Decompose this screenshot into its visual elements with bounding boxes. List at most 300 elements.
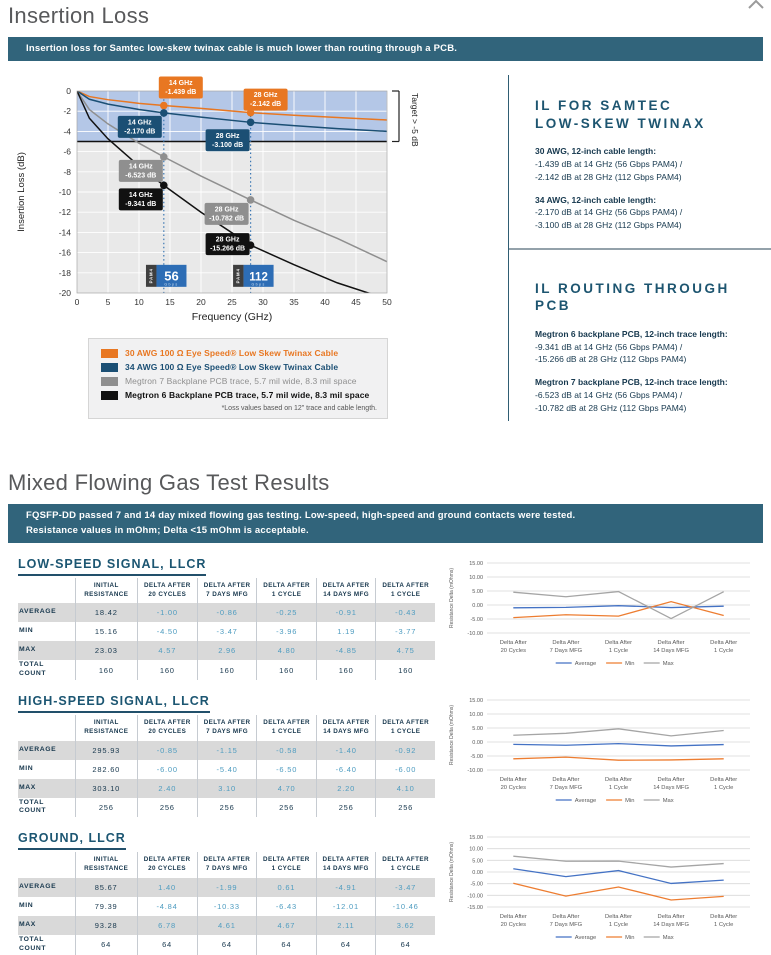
svg-text:10.00: 10.00 xyxy=(469,846,483,853)
panel-heading-twinax: IL FOR SAMTEC LOW-SKEW TWINAX xyxy=(535,98,706,131)
table-cell: 256 xyxy=(316,798,376,818)
mfg-row-ground xyxy=(18,829,763,954)
svg-text:7 Days MFG: 7 Days MFG xyxy=(549,647,583,654)
corner-resize-icon xyxy=(747,0,765,14)
svg-text:15.00: 15.00 xyxy=(469,835,483,842)
svg-text:Average: Average xyxy=(574,660,597,667)
table-cell: -6.00 xyxy=(376,760,435,779)
info-block-line: -2.142 dB at 28 GHz (112 Gbps PAM4) xyxy=(535,171,682,182)
info-block-title: 34 AWG, 12-inch cable length: xyxy=(535,194,657,205)
il-banner-text: Insertion loss for Samtec low-skew twinax cable is much lower than routing through a PCB. xyxy=(26,43,458,54)
pam4-badge xyxy=(146,265,187,287)
svg-text:Delta After: Delta After xyxy=(499,777,527,784)
svg-text:Delta After: Delta After xyxy=(710,914,738,921)
table-cell: 4.57 xyxy=(137,641,197,660)
column-header: DELTA AFTER 14 DAYS MFG xyxy=(316,578,376,604)
table-title: GROUND, LLCR xyxy=(18,831,126,850)
table-cell: 256 xyxy=(137,798,197,818)
table-cell: -6.40 xyxy=(316,760,376,779)
table-cell: 160 xyxy=(257,660,317,680)
table-corner-cell xyxy=(18,715,75,741)
row-label: MIN xyxy=(19,627,34,635)
table-cell: 256 xyxy=(75,798,137,818)
table-title: LOW-SPEED SIGNAL, LLCR xyxy=(18,557,206,576)
table-row xyxy=(18,897,435,916)
svg-text:28 GHz: 28 GHz xyxy=(253,92,278,100)
svg-text:-10.00: -10.00 xyxy=(467,893,483,900)
column-header: DELTA AFTER 14 DAYS MFG xyxy=(316,715,376,741)
row-label: MAX xyxy=(18,779,75,798)
svg-text:-2.170 dB: -2.170 dB xyxy=(124,128,156,136)
table-cell: 2.20 xyxy=(316,779,376,798)
svg-text:Delta After: Delta After xyxy=(552,914,580,921)
svg-text:Delta After: Delta After xyxy=(552,639,580,646)
svg-text:-10: -10 xyxy=(58,187,71,198)
svg-text:0: 0 xyxy=(66,86,71,97)
legend-item xyxy=(101,348,377,358)
table-row xyxy=(18,622,435,641)
svg-text:Min: Min xyxy=(625,660,635,667)
table-cell: 4.75 xyxy=(376,641,435,660)
page-title: Insertion Loss xyxy=(8,3,150,28)
table-cell: -10.33 xyxy=(197,897,257,916)
series-line-max xyxy=(513,729,723,736)
info-block-line: -15.266 dB at 28 GHz (112 Gbps PAM4) xyxy=(535,354,687,365)
svg-text:-5.00: -5.00 xyxy=(470,754,483,761)
svg-text:5.00: 5.00 xyxy=(472,858,483,865)
table-cell: -1.15 xyxy=(197,741,257,760)
legend-item xyxy=(101,376,377,386)
svg-text:45: 45 xyxy=(351,297,361,308)
svg-text:-12: -12 xyxy=(58,207,71,218)
svg-text:-9.341 dB: -9.341 dB xyxy=(125,201,157,209)
il-chart-svg xyxy=(8,71,500,329)
svg-text:-16: -16 xyxy=(58,247,71,258)
table-corner-cell xyxy=(18,852,75,878)
table-cell: 160 xyxy=(75,660,137,680)
svg-text:Gbps: Gbps xyxy=(164,282,179,287)
svg-text:-2: -2 xyxy=(63,106,71,117)
svg-text:-4: -4 xyxy=(63,126,71,137)
svg-text:10: 10 xyxy=(134,297,144,308)
info-block xyxy=(535,376,763,414)
svg-text:30: 30 xyxy=(258,297,268,308)
svg-text:20 Cycles: 20 Cycles xyxy=(500,785,527,792)
table-cell: -6.00 xyxy=(137,760,197,779)
table-title: HIGH-SPEED SIGNAL, LLCR xyxy=(18,694,210,713)
row-label: MIN xyxy=(19,902,34,910)
column-header: DELTA AFTER 14 DAYS MFG xyxy=(316,852,376,878)
svg-text:Delta After: Delta After xyxy=(499,914,527,921)
svg-text:0: 0 xyxy=(74,297,80,308)
info-block-line: -1.439 dB at 14 GHz (56 Gbps PAM4) / xyxy=(535,159,683,170)
svg-text:-14: -14 xyxy=(58,227,71,238)
svg-text:15.00: 15.00 xyxy=(469,560,483,567)
legend-label: Megtron 6 Backplane PCB trace, 5.7 mil wide, 8.3 mil space xyxy=(125,390,370,401)
panel-heading-pcb: IL ROUTING THROUGH PCB xyxy=(535,280,730,314)
info-block xyxy=(535,145,763,183)
info-block-line: -9.341 dB at 14 GHz (56 Gbps PAM4) / xyxy=(535,341,683,352)
table-row xyxy=(18,779,435,798)
table-cell: -4.50 xyxy=(137,622,197,641)
info-block-title: 30 AWG, 12-inch cable length: xyxy=(535,146,657,157)
chart-legend xyxy=(88,338,388,419)
info-block xyxy=(535,194,763,232)
table-row xyxy=(18,916,435,935)
svg-text:-8: -8 xyxy=(63,167,71,178)
svg-text:Gbps: Gbps xyxy=(251,282,266,287)
row-label: AVERAGE xyxy=(18,741,75,760)
svg-text:15: 15 xyxy=(165,297,175,308)
column-header: DELTA AFTER 1 CYCLE xyxy=(376,852,435,878)
info-block-line: -10.782 dB at 28 GHz (112 Gbps PAM4) xyxy=(535,402,687,413)
table-cell: 303.10 xyxy=(75,779,137,798)
svg-text:Delta After: Delta After xyxy=(710,639,738,646)
table-cell: 160 xyxy=(197,660,257,680)
section-title-mfg: Mixed Flowing Gas Test Results xyxy=(8,470,330,496)
row-label: AVERAGE xyxy=(18,603,75,622)
column-header: INITIAL RESISTANCE xyxy=(75,852,137,878)
mfg-row-high-speed xyxy=(18,692,763,817)
table-cell: 256 xyxy=(197,798,257,818)
svg-text:1 Cycle: 1 Cycle xyxy=(714,785,734,792)
column-header: DELTA AFTER 1 CYCLE xyxy=(376,715,435,741)
svg-text:-5.00: -5.00 xyxy=(470,616,483,623)
target-label: Target > -5 dB xyxy=(410,93,420,147)
mfg-banner-line1: FQSFP-DD passed 7 and 14 day mixed flowing gas testing. Low-speed, high-speed and ground contacts were tested. xyxy=(26,510,576,522)
svg-text:20 Cycles: 20 Cycles xyxy=(500,922,527,929)
row-label: MAX xyxy=(18,641,75,660)
table-cell: 1.40 xyxy=(137,878,197,897)
table-cell: -0.58 xyxy=(257,741,317,760)
svg-text:0.00: 0.00 xyxy=(472,870,483,877)
row-label: MIN xyxy=(19,764,34,772)
svg-text:Delta After: Delta After xyxy=(657,777,685,784)
series-line-min xyxy=(513,884,723,901)
table-row xyxy=(18,935,435,955)
row-label: AVERAGE xyxy=(18,878,75,897)
svg-text:7 Days MFG: 7 Days MFG xyxy=(549,785,583,792)
column-header: DELTA AFTER 1 CYCLE xyxy=(257,578,317,604)
il-banner xyxy=(8,37,763,61)
svg-text:5.00: 5.00 xyxy=(472,588,483,595)
table-cell: -5.40 xyxy=(197,760,257,779)
column-header: DELTA AFTER 7 DAYS MFG xyxy=(197,715,257,741)
pam4-badge xyxy=(233,265,274,287)
svg-text:20 Cycles: 20 Cycles xyxy=(500,647,527,654)
table-cell: 256 xyxy=(257,798,317,818)
table-cell: 64 xyxy=(137,935,197,955)
table-cell: 85.67 xyxy=(75,878,137,897)
column-header: DELTA AFTER 7 DAYS MFG xyxy=(197,578,257,604)
svg-text:28 GHz: 28 GHz xyxy=(214,206,239,214)
table-cell: -4.91 xyxy=(316,878,376,897)
table-cell: 160 xyxy=(316,660,376,680)
table-row xyxy=(18,760,435,779)
ground-table xyxy=(18,829,435,954)
svg-text:28 GHz: 28 GHz xyxy=(215,236,240,244)
callout xyxy=(206,233,255,255)
mfg-chart-svg xyxy=(445,692,763,810)
chevron-up-icon xyxy=(747,0,765,9)
svg-text:14 GHz: 14 GHz xyxy=(168,80,193,88)
table-cell: -0.91 xyxy=(316,603,376,622)
table-cell: -12.01 xyxy=(316,897,376,916)
svg-text:0.00: 0.00 xyxy=(472,740,483,747)
insertion-loss-section xyxy=(8,71,763,443)
svg-text:Delta After: Delta After xyxy=(499,639,527,646)
y-axis-title: Resistance Delta (mOhms) xyxy=(449,842,455,903)
table-cell: 160 xyxy=(376,660,435,680)
svg-text:Delta After: Delta After xyxy=(552,777,580,784)
table-row xyxy=(18,641,435,660)
series-line-max xyxy=(513,856,723,867)
svg-text:-6.523 dB: -6.523 dB xyxy=(125,172,157,180)
svg-text:Average: Average xyxy=(574,935,597,942)
table-cell: -0.43 xyxy=(376,603,435,622)
table-cell: 256 xyxy=(376,798,435,818)
legend-swatch xyxy=(101,349,118,358)
column-header: DELTA AFTER 20 CYCLES xyxy=(137,715,197,741)
legend-footnote: *Loss values based on 12" trace and cable length. xyxy=(221,405,377,413)
svg-text:112: 112 xyxy=(249,271,268,284)
legend-swatch xyxy=(101,391,118,400)
table-row xyxy=(18,878,435,897)
table-cell: -0.85 xyxy=(137,741,197,760)
ground-chart xyxy=(435,829,763,954)
info-block-line: -3.100 dB at 28 GHz (112 Gbps PAM4) xyxy=(535,220,682,231)
table-cell: 0.61 xyxy=(257,878,316,897)
row-label: MAX xyxy=(18,916,75,935)
svg-text:1 Cycle: 1 Cycle xyxy=(714,922,734,929)
table-cell: -3.47 xyxy=(376,878,435,897)
table-cell: -1.40 xyxy=(316,741,376,760)
table-cell: 79.39 xyxy=(75,897,137,916)
column-header: DELTA AFTER 1 CYCLE xyxy=(376,578,435,604)
svg-text:-6: -6 xyxy=(63,146,71,157)
svg-text:1 Cycle: 1 Cycle xyxy=(608,647,629,654)
table-cell: 64 xyxy=(197,935,257,955)
table-cell: -0.86 xyxy=(197,603,257,622)
svg-text:14 GHz: 14 GHz xyxy=(128,163,153,171)
il-info-panel xyxy=(509,71,763,443)
svg-text:Max: Max xyxy=(662,660,674,667)
low-speed-table xyxy=(18,555,435,680)
mfg-banner xyxy=(8,504,763,543)
svg-text:Average: Average xyxy=(574,798,597,805)
table-cell: 4.80 xyxy=(257,641,317,660)
svg-text:-10.00: -10.00 xyxy=(467,630,483,637)
table-row xyxy=(18,603,435,622)
table-cell: 3.62 xyxy=(376,916,435,935)
table-cell: 64 xyxy=(75,935,137,955)
legend-swatch xyxy=(101,363,118,372)
target-bracket xyxy=(392,91,399,142)
table-cell: 2.40 xyxy=(137,779,197,798)
svg-text:14 GHz: 14 GHz xyxy=(128,192,153,200)
table-cell: 160 xyxy=(137,660,197,680)
table-cell: -4.85 xyxy=(316,641,376,660)
svg-text:10.00: 10.00 xyxy=(469,574,483,581)
svg-text:25: 25 xyxy=(227,297,237,308)
table-cell: -0.92 xyxy=(376,741,435,760)
svg-text:-1.439 dB: -1.439 dB xyxy=(165,89,197,97)
svg-text:14 GHz: 14 GHz xyxy=(127,119,152,127)
x-axis-title: Frequency (GHz) xyxy=(191,311,273,324)
legend-item xyxy=(101,390,377,400)
svg-text:Delta After: Delta After xyxy=(657,639,685,646)
svg-text:-2.142 dB: -2.142 dB xyxy=(250,101,282,109)
svg-text:14 Days MFG: 14 Days MFG xyxy=(653,922,689,929)
high-speed-chart xyxy=(435,692,763,817)
column-header: INITIAL RESISTANCE xyxy=(75,715,137,741)
legend-items xyxy=(101,348,377,400)
table-cell: 15.16 xyxy=(75,622,137,641)
legend-label: Megtron 7 Backplane PCB trace, 5.7 mil wide, 8.3 mil space xyxy=(125,376,357,387)
table-cell: -0.25 xyxy=(257,603,317,622)
table-corner-cell xyxy=(18,578,75,604)
panel-divider xyxy=(509,248,771,250)
table-cell: 1.19 xyxy=(316,622,376,641)
svg-text:-20: -20 xyxy=(58,288,71,299)
svg-text:Delta After: Delta After xyxy=(710,777,738,784)
column-header: DELTA AFTER 20 CYCLES xyxy=(137,578,197,604)
svg-text:-10.00: -10.00 xyxy=(467,768,483,775)
data-table xyxy=(18,715,435,817)
table-cell: 282.60 xyxy=(75,760,137,779)
table-cell: 4.10 xyxy=(376,779,435,798)
svg-text:15.00: 15.00 xyxy=(469,698,483,705)
series-line-average xyxy=(513,869,723,884)
legend-label: 30 AWG 100 Ω Eye Speed® Low Skew Twinax Cable xyxy=(125,348,339,359)
table-cell: -3.47 xyxy=(197,622,257,641)
table-cell: 23.03 xyxy=(75,641,137,660)
svg-text:7 Days MFG: 7 Days MFG xyxy=(549,922,583,929)
table-cell: -6.50 xyxy=(257,760,317,779)
row-label: TOTAL COUNT xyxy=(19,798,47,815)
svg-text:Delta After: Delta After xyxy=(604,914,633,921)
svg-text:-15.00: -15.00 xyxy=(467,905,483,912)
table-cell: -1.99 xyxy=(197,878,257,897)
data-table xyxy=(18,578,435,680)
table-cell: 4.67 xyxy=(257,916,316,935)
y-axis-title: Insertion Loss (dB) xyxy=(16,152,27,233)
svg-text:PAM4: PAM4 xyxy=(235,268,241,284)
mfg-banner-line2: Resistance values in mOhm; Delta <15 mOhm is acceptable. xyxy=(26,524,309,536)
table-row xyxy=(18,741,435,760)
table-cell: -6.43 xyxy=(257,897,316,916)
column-header: DELTA AFTER 20 CYCLES xyxy=(137,852,197,878)
svg-text:-18: -18 xyxy=(58,268,71,279)
svg-text:50: 50 xyxy=(382,297,392,308)
svg-text:1 Cycle: 1 Cycle xyxy=(608,785,629,792)
table-cell: 4.61 xyxy=(197,916,257,935)
legend-swatch xyxy=(101,377,118,386)
svg-text:10.00: 10.00 xyxy=(469,712,483,719)
svg-text:14 Days MFG: 14 Days MFG xyxy=(653,785,689,792)
svg-text:Delta After: Delta After xyxy=(604,777,633,784)
legend-label: 34 AWG 100 Ω Eye Speed® Low Skew Twinax Cable xyxy=(125,362,339,373)
svg-text:35: 35 xyxy=(289,297,299,308)
info-block-line: -2.170 dB at 14 GHz (56 Gbps PAM4) / xyxy=(535,207,683,218)
svg-text:28 GHz: 28 GHz xyxy=(215,133,240,141)
row-label: TOTAL COUNT xyxy=(19,661,47,678)
svg-text:-3.100 dB: -3.100 dB xyxy=(212,142,244,150)
mfg-chart-svg xyxy=(445,829,763,947)
svg-text:-10.782 dB: -10.782 dB xyxy=(209,215,245,223)
mfg-row-low-speed xyxy=(18,555,763,680)
series-line-average xyxy=(513,744,723,746)
table-cell: -4.84 xyxy=(137,897,197,916)
svg-text:-15.266 dB: -15.266 dB xyxy=(210,245,246,253)
high-speed-table xyxy=(18,692,435,817)
svg-text:1 Cycle: 1 Cycle xyxy=(714,647,734,654)
row-label: TOTAL COUNT xyxy=(19,935,47,952)
table-cell: -1.00 xyxy=(137,603,197,622)
low-speed-chart xyxy=(435,555,763,680)
y-axis-title: Resistance Delta (mOhms) xyxy=(449,705,455,766)
svg-text:1 Cycle: 1 Cycle xyxy=(608,922,629,929)
table-row xyxy=(18,798,435,818)
table-cell: 295.93 xyxy=(75,741,137,760)
svg-text:Max: Max xyxy=(662,935,674,942)
table-cell: 64 xyxy=(316,935,376,955)
svg-text:PAM4: PAM4 xyxy=(148,268,154,284)
mfg-chart-svg xyxy=(445,555,763,673)
series-line-min xyxy=(513,757,723,760)
svg-text:5.00: 5.00 xyxy=(472,726,483,733)
svg-text:Delta After: Delta After xyxy=(657,914,685,921)
svg-text:Min: Min xyxy=(625,935,635,942)
table-cell: 64 xyxy=(376,935,435,955)
table-cell: 64 xyxy=(257,935,316,955)
info-block-line: -6.523 dB at 14 GHz (56 Gbps PAM4) / xyxy=(535,389,683,400)
svg-text:40: 40 xyxy=(320,297,330,308)
svg-text:Max: Max xyxy=(662,798,674,805)
twinax-blocks xyxy=(535,145,763,232)
svg-text:Delta After: Delta After xyxy=(604,639,633,646)
table-cell: -3.96 xyxy=(257,622,317,641)
insertion-loss-chart xyxy=(8,71,500,334)
y-axis-title: Resistance Delta (mOhms) xyxy=(449,567,455,628)
table-cell: 6.78 xyxy=(137,916,197,935)
svg-text:-5.00: -5.00 xyxy=(470,881,483,888)
legend-item xyxy=(101,362,377,372)
info-block xyxy=(535,328,763,366)
info-block-title: Megtron 6 backplane PCB, 12-inch trace length: xyxy=(535,328,728,339)
table-cell: 18.42 xyxy=(75,603,137,622)
svg-text:56: 56 xyxy=(164,268,179,284)
table-row xyxy=(18,660,435,680)
info-block-title: Megtron 7 backplane PCB, 12-inch trace length: xyxy=(535,377,728,388)
svg-text:Min: Min xyxy=(625,798,635,805)
svg-text:0.00: 0.00 xyxy=(472,602,483,609)
pcb-blocks xyxy=(535,328,763,415)
table-cell: 3.10 xyxy=(197,779,257,798)
table-cell: 2.96 xyxy=(197,641,257,660)
column-header: DELTA AFTER 7 DAYS MFG xyxy=(197,852,257,878)
gridlines xyxy=(487,837,750,907)
svg-text:5: 5 xyxy=(105,297,111,308)
series-line-min xyxy=(513,601,723,617)
svg-text:20: 20 xyxy=(196,297,206,308)
svg-text:14 Days MFG: 14 Days MFG xyxy=(653,647,689,654)
table-cell: 93.28 xyxy=(75,916,137,935)
column-header: DELTA AFTER 1 CYCLE xyxy=(257,852,316,878)
table-cell: -10.46 xyxy=(376,897,435,916)
column-header: DELTA AFTER 1 CYCLE xyxy=(257,715,317,741)
table-cell: 2.11 xyxy=(316,916,376,935)
